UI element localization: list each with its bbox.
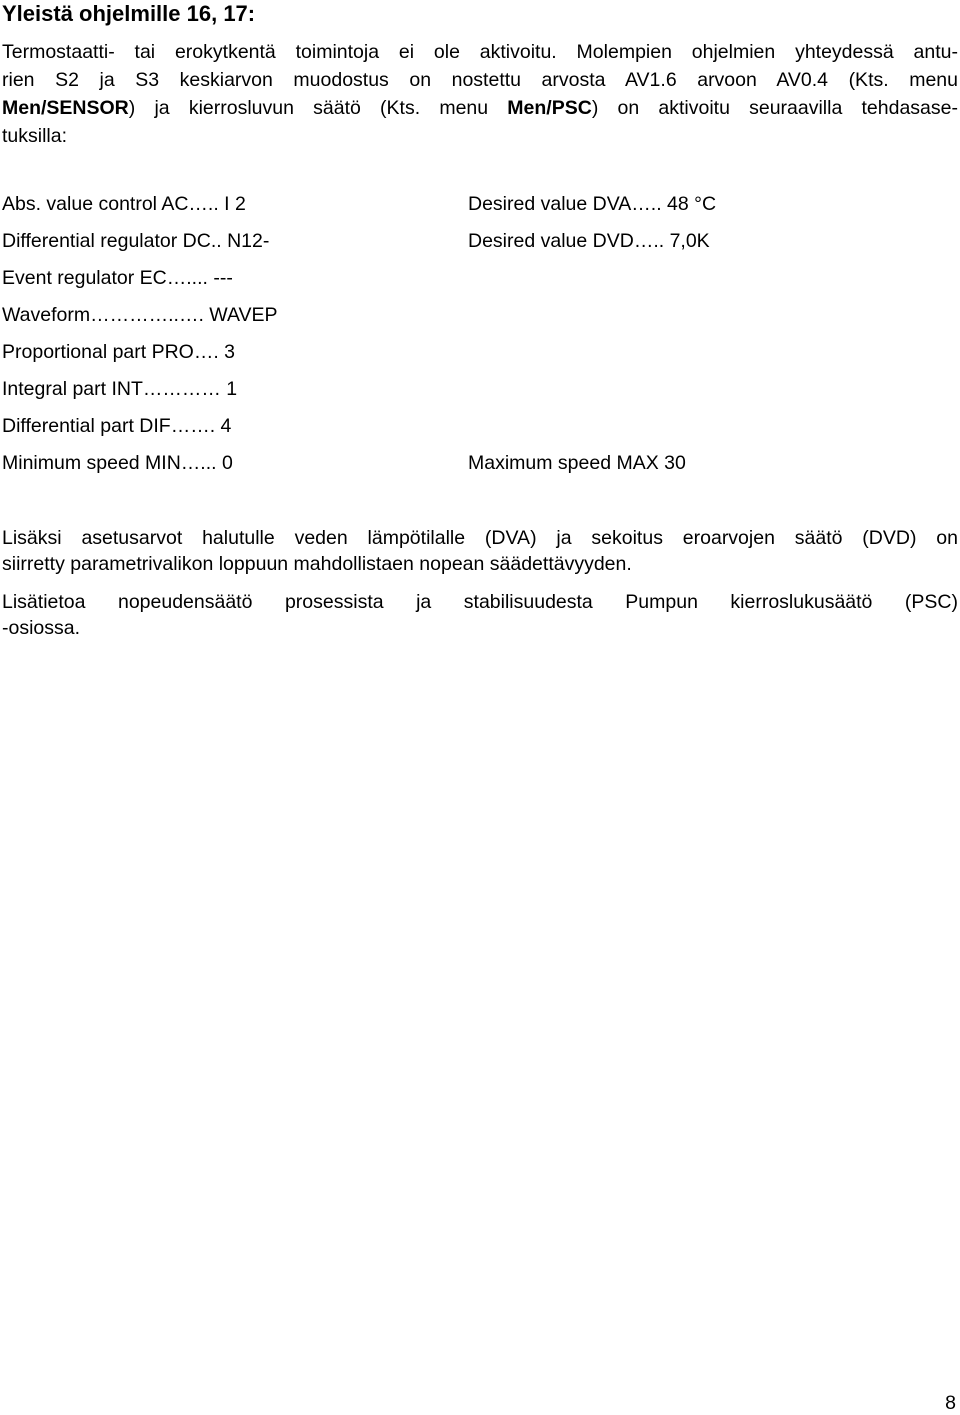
more-info-paragraph — [2, 589, 958, 641]
settings-row — [2, 301, 958, 338]
paragraph-line: Lisätietoa nopeudensäätö prosessista ja stabilisuudesta Pumpun kierroslukusäätö (PSC) — [2, 591, 958, 613]
intro-text: ) ja kierrosluvun säätö (Kts. menu — [128, 97, 508, 119]
settings-row — [2, 227, 958, 264]
intro-line: rien S2 ja S3 keskiarvon muodostus on nostettu arvosta AV1.6 arvoon AV0.4 (Kts. menu — [2, 69, 958, 91]
intro-text: ) on aktivoitu seuraavilla tehdasase- — [591, 97, 958, 119]
settings-row — [2, 449, 958, 486]
setting-minimum-speed: Minimum speed MIN…... 0 — [2, 452, 233, 474]
setting-integral-part: Integral part INT………… 1 — [2, 378, 238, 400]
intro-line — [2, 94, 958, 122]
settings-row — [2, 412, 958, 449]
setting-event-regulator: Event regulator EC….... --- — [2, 267, 233, 289]
setting-desired-value-dva: Desired value DVA….. 48 °C — [468, 193, 717, 215]
additional-settings-paragraph — [2, 525, 958, 577]
intro-line: tuksilla: — [2, 125, 68, 147]
settings-row — [2, 338, 958, 375]
factory-settings-list — [2, 190, 958, 486]
setting-proportional-part: Proportional part PRO…. 3 — [2, 341, 236, 363]
paragraph-line: -osiossa. — [2, 617, 81, 639]
setting-maximum-speed: Maximum speed MAX 30 — [468, 452, 686, 474]
setting-waveform: Waveform…………..…. WAVEP — [2, 304, 278, 326]
paragraph-line: Lisäksi asetusarvot halutulle veden lämpötilalle (DVA) ja sekoitus eroarvojen säätö (DVD) on — [2, 527, 958, 549]
settings-row — [2, 264, 958, 301]
setting-abs-value-control: Abs. value control AC….. I 2 — [2, 193, 246, 215]
settings-row — [2, 190, 958, 227]
paragraph-line: siirretty parametrivalikon loppuun mahdollistaen nopean säädettävyyden. — [2, 553, 632, 575]
settings-row — [2, 375, 958, 412]
section-heading: Yleistä ohjelmille 16, 17: — [2, 1, 256, 26]
intro-line: Termostaatti- tai erokytkentä toimintoja ei ole aktivoitu. Molempien ohjelmien yhteydessä antu- — [2, 41, 958, 63]
setting-desired-value-dvd: Desired value DVD….. 7,0K — [468, 230, 710, 252]
menu-reference-sensor: Men/SENSOR — [2, 97, 129, 119]
menu-reference-psc: Men/PSC — [507, 97, 592, 119]
intro-paragraph — [2, 38, 958, 150]
setting-differential-regulator: Differential regulator DC.. N12- — [2, 230, 270, 252]
setting-differential-part: Differential part DIF……. 4 — [2, 415, 232, 437]
page-number: 8 — [945, 1392, 956, 1414]
